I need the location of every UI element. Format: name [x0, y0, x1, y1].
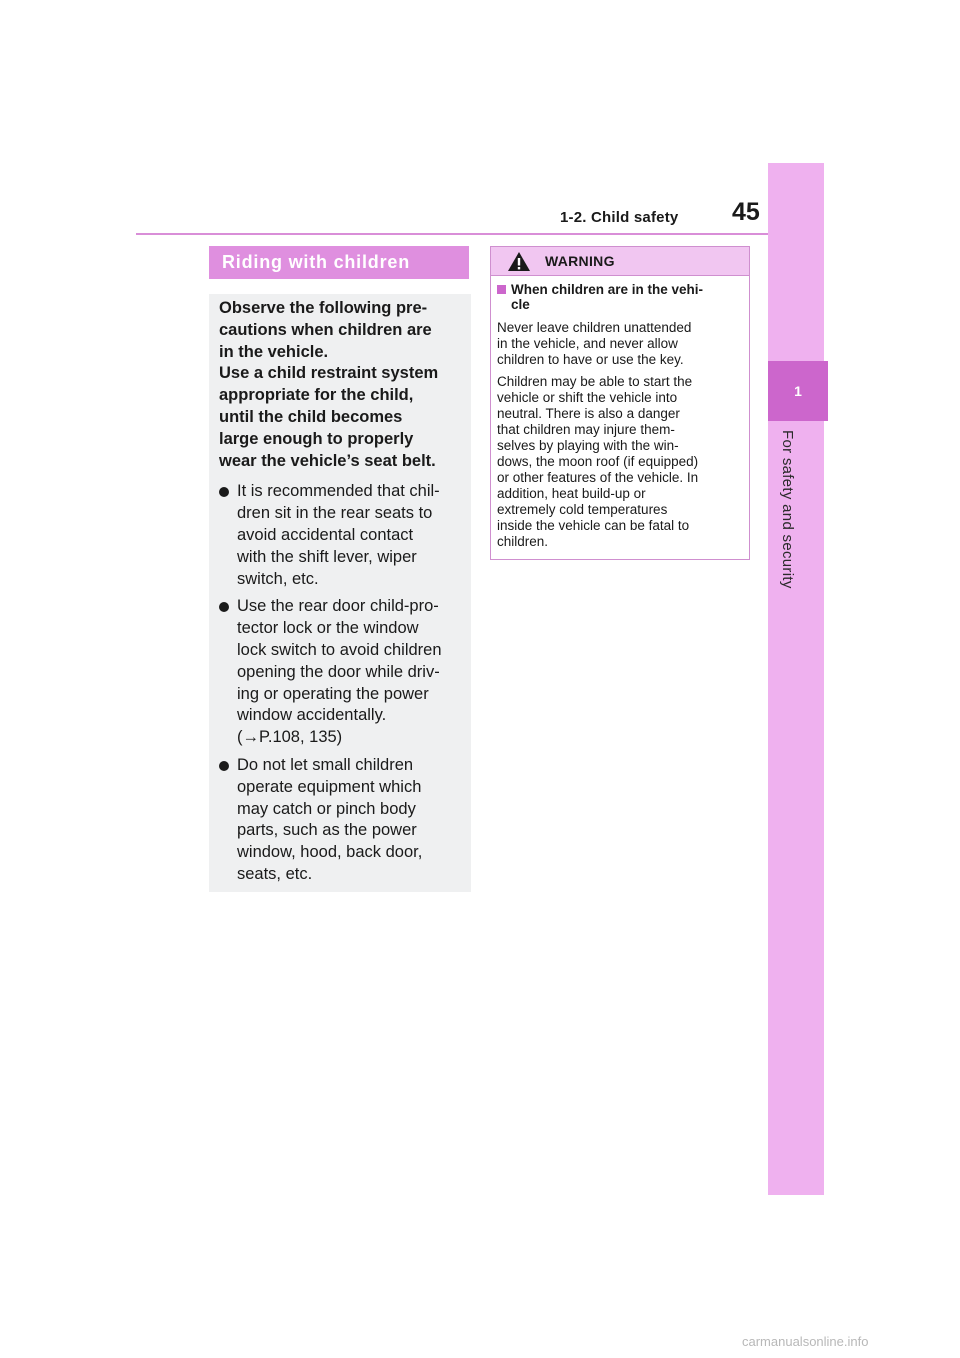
warning-subheading: [497, 282, 743, 312]
bullet-icon: [219, 761, 229, 771]
warning-subheading-text: When children are in the vehi- cle: [511, 282, 704, 312]
side-tab-label: For safety and security: [779, 430, 796, 589]
list-item: [219, 596, 459, 749]
list-item: [219, 755, 459, 886]
list-item-text: Do not let small children operate equipment which may catch or pinch body parts, such as the power window, hood, back door, seats, etc.: [237, 755, 423, 883]
side-tab-number: 1: [768, 361, 828, 421]
list-item-text: Use the rear door child-pro- tector lock or the window lock switch to avoid children opening the door while driv- ing or operating the power window accidentally. (→P.108, 135): [237, 597, 442, 747]
list-item: [219, 481, 459, 590]
list-item-text: It is recommended that chil- dren sit in the rear seats to avoid accidental contact with the shift lever, wiper switch, etc.: [237, 482, 440, 588]
section-title: 1-2. Child safety: [560, 209, 679, 226]
watermark: carmanualsonline.info: [742, 1334, 869, 1349]
intro-text: Observe the following pre- cautions when children are in the vehicle. Use a child restraint system appropriate for the child, until the child becomes large enough to properly wear the vehicle’s seat belt.: [219, 299, 439, 470]
warning-paragraph: Never leave children unattended in the vehicle, and never allow children to have or use the key.: [497, 320, 692, 367]
warning-box: [490, 246, 750, 560]
warning-body: [491, 276, 749, 550]
bullet-icon: [219, 487, 229, 497]
content-box: [209, 294, 471, 892]
warning-triangle-icon: [507, 251, 531, 272]
header-divider: [136, 233, 768, 235]
square-bullet-icon: [497, 285, 506, 294]
warning-header: [491, 247, 749, 276]
section-heading: [209, 246, 469, 279]
bullet-icon: [219, 602, 229, 612]
section-heading-text: Riding with children: [222, 252, 410, 272]
page-number: 45: [732, 198, 760, 226]
warning-title: WARNING: [545, 253, 615, 269]
warning-paragraph: Children may be able to start the vehicle or shift the vehicle into neutral. There is also a danger that children may injure them- selves by playing with the win- dows, the moon roof (if equipped) or other features of the vehicle. In addition, heat build-up or extremely cold temperatures inside the vehicle can be fatal to children.: [497, 374, 699, 549]
side-tab: [768, 163, 824, 1195]
